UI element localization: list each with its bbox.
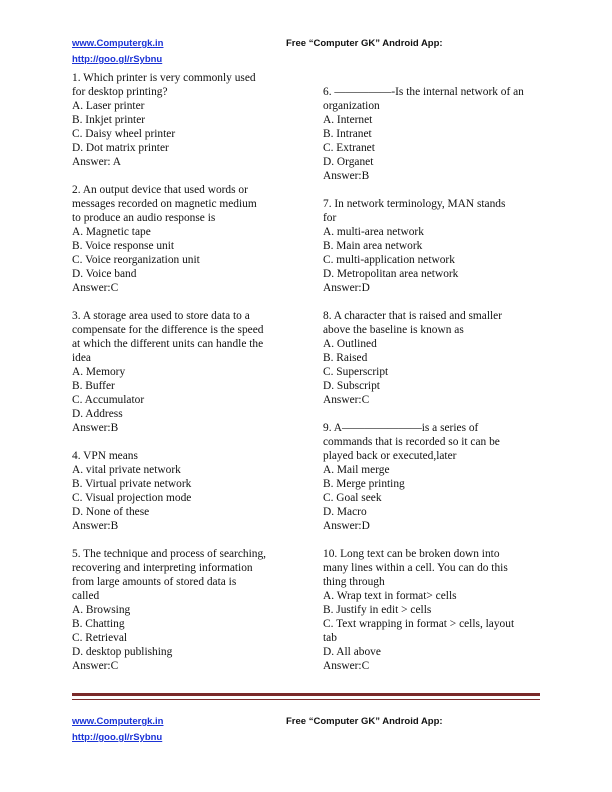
answer-option: A. Wrap text in format> cells	[323, 590, 457, 602]
question-text: compensate for the difference is the speed	[72, 324, 264, 336]
question-block	[72, 309, 294, 435]
answer-option: A. Internet	[323, 114, 373, 126]
answer-option: C. Voice reorganization unit	[72, 254, 200, 266]
question-block	[72, 547, 294, 673]
answer-option: C. Superscript	[323, 366, 389, 378]
answer-option: D. desktop publishing	[72, 646, 173, 658]
question-text: to produce an audio response is	[72, 212, 216, 224]
question-text: many lines within a cell. You can do this	[323, 562, 508, 574]
question-block	[323, 197, 545, 295]
right-question-column	[323, 85, 545, 687]
answer-option: A. Laser printer	[72, 100, 145, 112]
answer-option: A. Outlined	[323, 338, 377, 350]
answer-key: Answer:B	[72, 422, 119, 434]
question-text: messages recorded on magnetic medium	[72, 198, 257, 210]
question-block	[72, 449, 294, 533]
answer-option: D. None of these	[72, 506, 150, 518]
answer-option: B. Intranet	[323, 128, 372, 140]
header-site-link[interactable]: www.Computergk.in	[72, 38, 164, 49]
question-text: 3. A storage area used to store data to a	[72, 310, 250, 322]
question-block	[323, 421, 545, 533]
footer-divider-thin	[72, 699, 540, 700]
answer-option: C. Extranet	[323, 142, 375, 154]
answer-key: Answer: A	[72, 156, 122, 168]
question-text: for	[323, 212, 337, 224]
question-text: 6. —————-Is the internal network of an	[323, 86, 524, 98]
question-text: 7. In network terminology, MAN stands	[323, 198, 506, 210]
answer-option: A. vital private network	[72, 464, 181, 476]
answer-key: Answer:C	[72, 660, 119, 672]
answer-option: C. Text wrapping in format > cells, layout	[323, 618, 515, 630]
answer-key: Answer:D	[323, 520, 370, 532]
header-app-link[interactable]: http://goo.gl/rSybnu	[72, 54, 163, 65]
answer-option: D. Subscript	[323, 380, 380, 392]
footer-app-text: Free “Computer GK” Android App:	[286, 716, 443, 727]
answer-option: C. Goal seek	[323, 492, 382, 504]
footer-app-link[interactable]: http://goo.gl/rSybnu	[72, 732, 163, 743]
answer-key: Answer:C	[323, 660, 370, 672]
question-text: played back or executed,later	[323, 450, 457, 462]
answer-option: B. Merge printing	[323, 478, 405, 490]
answer-option: B. Main area network	[323, 240, 423, 252]
question-text: 2. An output device that used words or	[72, 184, 248, 196]
answer-option: D. Metropolitan area network	[323, 268, 459, 280]
question-text: thing through	[323, 576, 385, 588]
question-text: idea	[72, 352, 91, 364]
answer-option: D. Macro	[323, 506, 367, 518]
answer-key: Answer:B	[323, 170, 370, 182]
answer-option: B. Justify in edit > cells	[323, 604, 432, 616]
question-text: called	[72, 590, 100, 602]
question-block	[323, 85, 545, 183]
answer-option: D. Voice band	[72, 268, 137, 280]
footer-divider-thick	[72, 693, 540, 696]
answer-option: A. Browsing	[72, 604, 131, 616]
answer-option: D. Dot matrix printer	[72, 142, 169, 154]
answer-option: B. Voice response unit	[72, 240, 175, 252]
question-text: 10. Long text can be broken down into	[323, 548, 500, 560]
left-question-column	[72, 71, 294, 687]
answer-option: C. Accumulator	[72, 394, 145, 406]
answer-option: D. Organet	[323, 156, 374, 168]
answer-option: A. Memory	[72, 366, 126, 378]
answer-option: C. Retrieval	[72, 632, 128, 644]
answer-option: D. Address	[72, 408, 123, 420]
header-app-text: Free “Computer GK” Android App:	[286, 38, 443, 49]
answer-option: tab	[323, 632, 337, 644]
answer-option: C. multi-application network	[323, 254, 455, 266]
question-text: recovering and interpreting information	[72, 562, 253, 574]
question-block	[72, 183, 294, 295]
footer-site-link[interactable]: www.Computergk.in	[72, 716, 164, 727]
question-block	[323, 309, 545, 407]
question-text: 1. Which printer is very commonly used	[72, 72, 256, 84]
question-text: 4. VPN means	[72, 450, 138, 462]
question-text: from large amounts of stored data is	[72, 576, 237, 588]
answer-option: B. Chatting	[72, 618, 125, 630]
question-text: commands that is recorded so it can be	[323, 436, 500, 448]
answer-option: B. Buffer	[72, 380, 115, 392]
answer-option: A. Mail merge	[323, 464, 390, 476]
answer-option: B. Virtual private network	[72, 478, 192, 490]
answer-key: Answer:B	[72, 520, 119, 532]
question-text: for desktop printing?	[72, 86, 168, 98]
answer-option: A. Magnetic tape	[72, 226, 151, 238]
answer-option: B. Raised	[323, 352, 368, 364]
answer-key: Answer:C	[72, 282, 119, 294]
page-footer	[72, 714, 163, 746]
answer-option: C. Daisy wheel printer	[72, 128, 176, 140]
question-text: organization	[323, 100, 380, 112]
answer-option: D. All above	[323, 646, 381, 658]
answer-option: A. multi-area network	[323, 226, 424, 238]
answer-key: Answer:C	[323, 394, 370, 406]
answer-key: Answer:D	[323, 282, 370, 294]
question-text: 9. A———————is a series of	[323, 422, 479, 434]
question-text: 5. The technique and process of searching,	[72, 548, 266, 560]
question-text: 8. A character that is raised and smaller	[323, 310, 503, 322]
question-text: above the baseline is known as	[323, 324, 464, 336]
page-header	[72, 36, 163, 68]
answer-option: B. Inkjet printer	[72, 114, 146, 126]
question-text: at which the different units can handle the	[72, 338, 264, 350]
question-block	[323, 547, 545, 673]
answer-option: C. Visual projection mode	[72, 492, 192, 504]
question-block	[72, 71, 294, 169]
